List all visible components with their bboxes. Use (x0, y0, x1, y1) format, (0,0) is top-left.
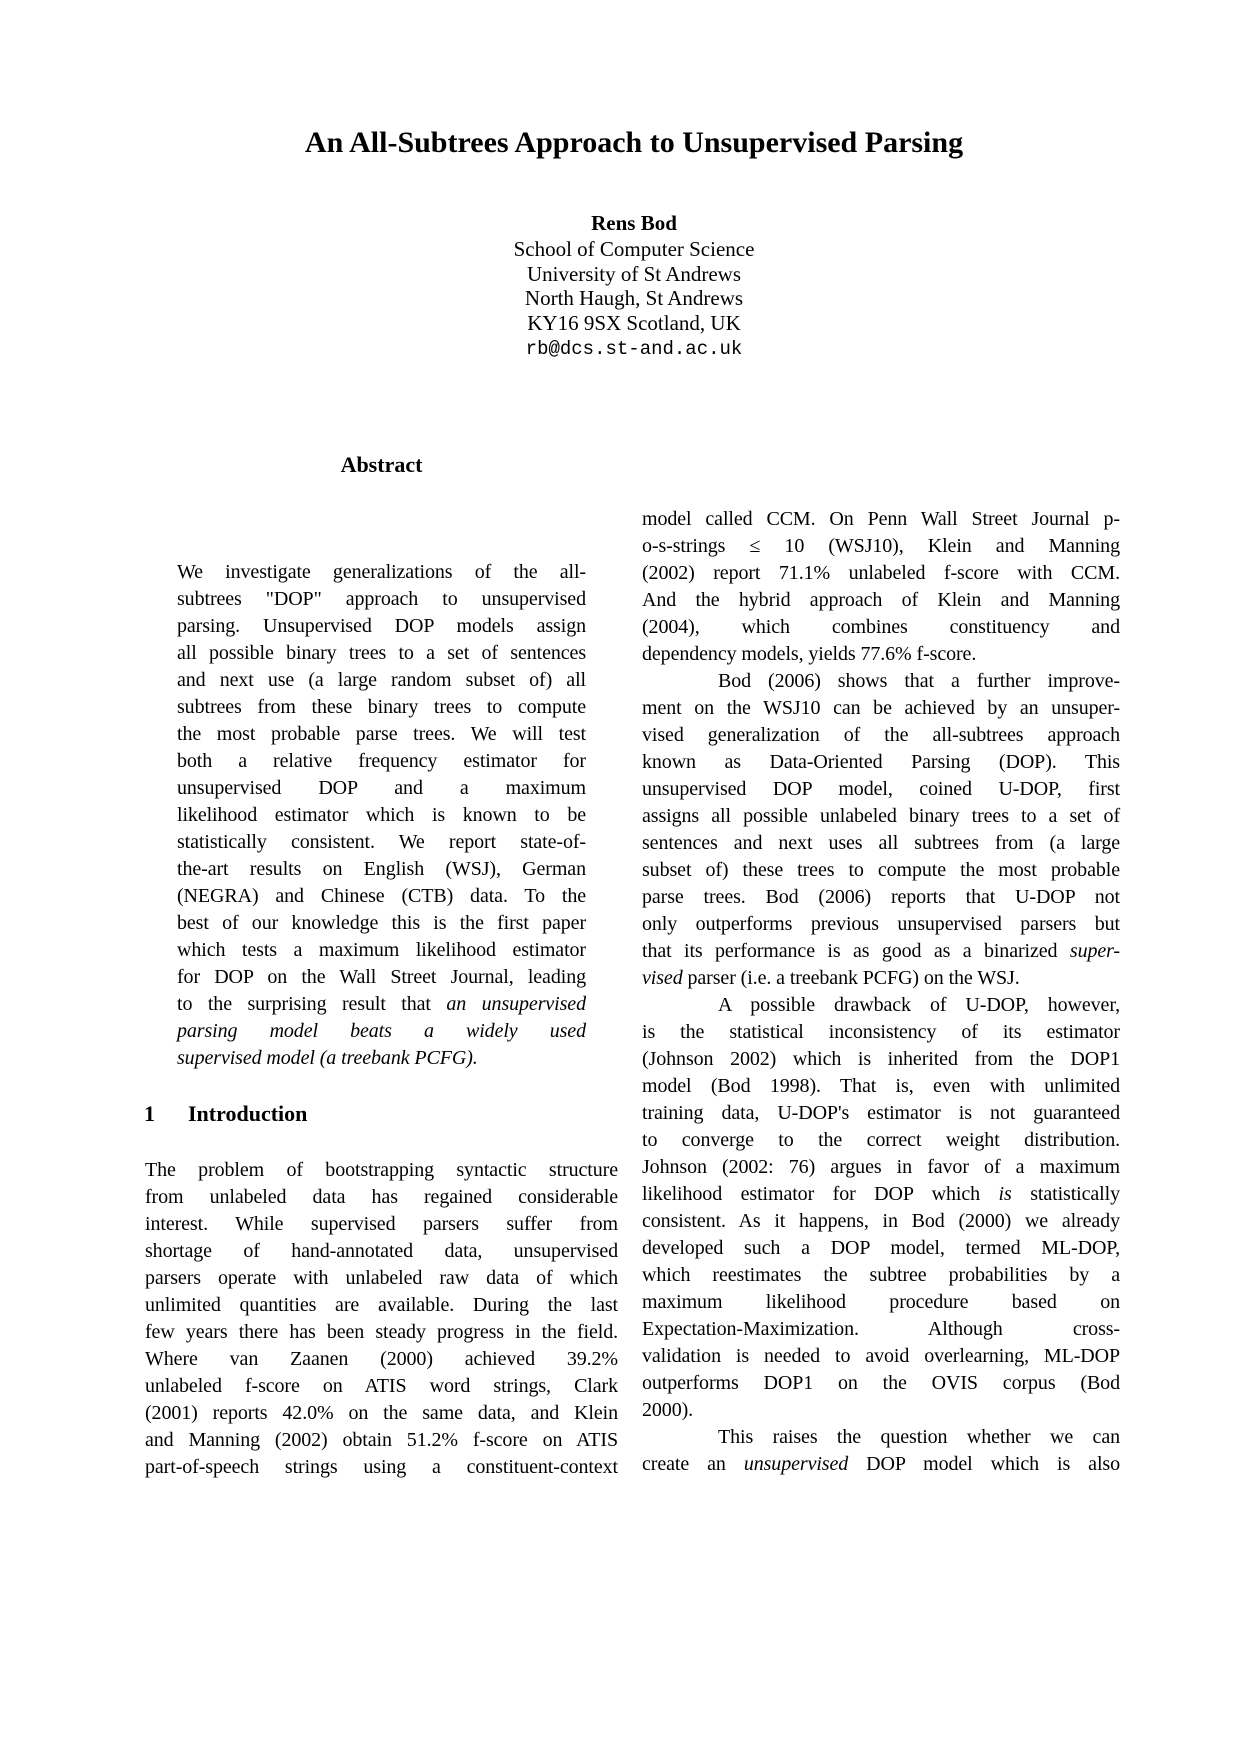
section-title: Introduction (188, 1101, 308, 1126)
text-line: and next use (a large random subset of) all (177, 669, 586, 691)
text-line: part-of-speech strings using a constituent-context (145, 1456, 618, 1478)
text-line: validation is needed to avoid overlearning, ML-DOP (642, 1345, 1120, 1367)
text-line: A possible drawback of U-DOP, however, (718, 994, 1120, 1016)
text-line: Johnson (2002: 76) argues in favor of a maximum (642, 1156, 1120, 1178)
text-line: (2004), which combines constituency and (642, 616, 1120, 638)
author-block (145, 210, 1123, 362)
text-line: is the statistical inconsistency of its estimator (642, 1021, 1120, 1043)
text-line: Where van Zaanen (2000) achieved 39.2% (145, 1348, 618, 1370)
text-line: consistent. As it happens, in Bod (2000) we already (642, 1210, 1120, 1232)
text-line: to the surprising result that an unsupervised (177, 993, 586, 1015)
text-line: o-s-strings ≤ 10 (WSJ10), Klein and Manning (642, 535, 1120, 557)
author-email: rb@dcs.st-and.ac.uk (525, 338, 743, 360)
text-line: supervised model (a treebank PCFG). (177, 1047, 478, 1069)
text-line: We investigate generalizations of the all- (177, 561, 586, 583)
text-line: which tests a maximum likelihood estimator (177, 939, 586, 961)
text-line: (2001) reports 42.0% on the same data, and Klein (145, 1402, 618, 1424)
text-line: (Johnson 2002) which is inherited from the DOP1 (642, 1048, 1120, 1070)
text-line: This raises the question whether we can (718, 1426, 1120, 1448)
text-line: best of our knowledge this is the first paper (177, 912, 586, 934)
text-line: the most probable parse trees. We will test (177, 723, 586, 745)
text-line: the-art results on English (WSJ), German (177, 858, 586, 880)
abstract-text (177, 559, 586, 1072)
text-line: assigns all possible unlabeled binary trees to a set of (642, 805, 1120, 827)
abstract-heading: Abstract (340, 452, 423, 477)
section-heading-introduction (144, 1101, 617, 1127)
text-line: Bod (2006) shows that a further improve- (718, 670, 1120, 692)
text-line: And the hybrid approach of Klein and Manning (642, 589, 1120, 611)
text-line: to converge to the correct weight distribution. (642, 1129, 1120, 1151)
affiliation-line: North Haugh, St Andrews (524, 286, 744, 310)
author-name: Rens Bod (591, 211, 677, 235)
text-line: shortage of hand-annotated data, unsupervised (145, 1240, 618, 1262)
text-line: 2000). (642, 1399, 694, 1421)
text-line: subtrees from these binary trees to compute (177, 696, 586, 718)
text-line: and Manning (2002) obtain 51.2% f-score on ATIS (145, 1429, 618, 1451)
text-line: model (Bod 1998). That is, even with unlimited (642, 1075, 1120, 1097)
text-line: The problem of bootstrapping syntactic structure (145, 1159, 618, 1181)
text-line: unsupervised DOP and a maximum (177, 777, 586, 799)
text-line: developed such a DOP model, termed ML-DOP, (642, 1237, 1120, 1259)
affiliation-line: KY16 9SX Scotland, UK (527, 310, 741, 335)
text-line: model called CCM. On Penn Wall Street Journal p- (642, 508, 1120, 530)
text-line: subtrees "DOP" approach to unsupervised (177, 588, 586, 610)
text-line: create an unsupervised DOP model which is also (642, 1453, 1120, 1475)
text-line: sentences and next uses all subtrees from (a large (642, 832, 1120, 854)
text-line: from unlabeled data has regained considerable (145, 1186, 618, 1208)
text-line: parse trees. Bod (2006) reports that U-DOP not (642, 886, 1120, 908)
text-line: only outperforms previous unsupervised parsers but (642, 913, 1120, 935)
text-line: which reestimates the subtree probabilities by a (642, 1264, 1120, 1286)
text-line: parsing model beats a widely used (177, 1020, 586, 1042)
text-line: unsupervised DOP model, coined U-DOP, first (642, 778, 1120, 800)
text-line: training data, U-DOP's estimator is not guaranteed (642, 1102, 1120, 1124)
text-line: vised parser (i.e. a treebank PCFG) on the WSJ. (642, 967, 1020, 989)
text-line: maximum likelihood procedure based on (642, 1291, 1120, 1313)
text-line: (NEGRA) and Chinese (CTB) data. To the (177, 885, 586, 907)
text-line: (2002) report 71.1% unlabeled f-score with CCM. (642, 562, 1120, 584)
text-line: all possible binary trees to a set of sentences (177, 642, 586, 664)
text-line: parsing. Unsupervised DOP models assign (177, 615, 586, 637)
affiliation-line: University of St Andrews (526, 261, 742, 286)
right-column-text (642, 506, 1120, 1478)
text-line: likelihood estimator which is known to be (177, 804, 586, 826)
text-line: that its performance is as good as a binarized super- (642, 940, 1120, 962)
text-line: Expectation-Maximization. Although cross- (642, 1318, 1120, 1340)
text-line: outperforms DOP1 on the OVIS corpus (Bod (642, 1372, 1120, 1394)
text-line: unlimited quantities are available. During the last (145, 1294, 618, 1316)
text-line: ment on the WSJ10 can be achieved by an unsuper- (642, 697, 1120, 719)
text-line: statistically consistent. We report state-of- (177, 831, 586, 853)
text-line: for DOP on the Wall Street Journal, leading (177, 966, 586, 988)
text-line: vised generalization of the all-subtrees approach (642, 724, 1120, 746)
text-line: both a relative frequency estimator for (177, 750, 586, 772)
text-line: parsers operate with unlabeled raw data of which (145, 1267, 618, 1289)
text-line: unlabeled f-score on ATIS word strings, Clark (145, 1375, 618, 1397)
paper-title: An All-Subtrees Approach to Unsupervised Parsing (304, 126, 964, 159)
text-line: interest. While supervised parsers suffer from (145, 1213, 618, 1235)
text-line: likelihood estimator for DOP which is statistically (642, 1183, 1120, 1205)
text-line: few years there has been steady progress in the field. (145, 1321, 618, 1343)
section-number: 1 (144, 1101, 155, 1126)
text-line: known as Data-Oriented Parsing (DOP). This (642, 751, 1120, 773)
affiliation-line: School of Computer Science (513, 237, 755, 261)
left-column-text (145, 1157, 618, 1481)
text-line: dependency models, yields 77.6% f-score. (642, 643, 977, 665)
text-line: subset of) these trees to compute the most probable (642, 859, 1120, 881)
